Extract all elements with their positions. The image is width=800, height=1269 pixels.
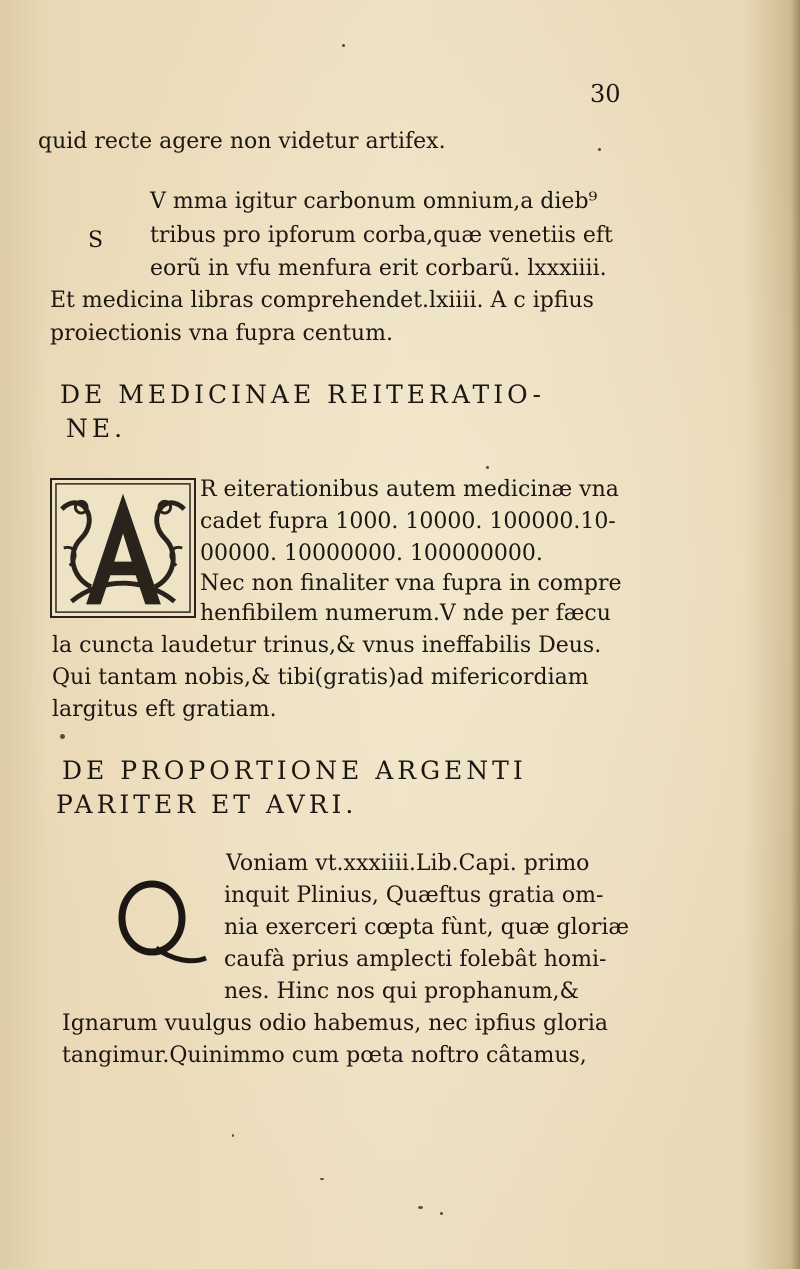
page-number: 30	[590, 80, 621, 108]
text-line: Voniam vt.xxxiiii.Lib.Capi. primo	[226, 851, 590, 876]
text-line: henfibilem numerum.V nde per fæcu	[200, 601, 611, 626]
text-line: la cuncta laudetur trinus,& vnus ineffabilis Deus.	[52, 633, 602, 658]
ornamental-letter-a-icon	[52, 480, 194, 616]
section-heading: PARITER ET AVRI.	[56, 790, 358, 819]
letter-q-icon	[112, 878, 208, 970]
text-line: Qui tantam nobis,& tibi(gratis)ad mifericordiam	[52, 665, 589, 690]
section-heading: NE.	[66, 414, 127, 443]
paper-speck	[418, 1206, 423, 1209]
text-line: quid recte agere non videtur artifex.	[38, 129, 446, 154]
text-line: caufà prius amplecti folebât homi-	[224, 947, 607, 972]
text-line: eorũ in vfu menfura erit corbarũ. lxxxiiii.	[150, 256, 607, 281]
text-line: R eiterationibus autem medicinæ vna	[200, 477, 619, 502]
text-line: cadet fupra 1000. 10000. 100000.10-	[200, 509, 616, 534]
text-line: Et medicina libras comprehendet.lxiiii. A c ipfius	[50, 288, 594, 313]
paper-speck	[440, 1212, 443, 1215]
paper-speck	[342, 44, 345, 47]
text-line: 00000. 10000000. 100000000.	[200, 541, 543, 566]
text-line: V mma igitur carbonum omnium,a dieb⁹	[150, 189, 598, 214]
page-edge-shadow	[790, 0, 800, 1269]
text-line: inquit Plinius, Quæftus gratia om-	[224, 883, 604, 908]
text-line: Ignarum vuulgus odio habemus, nec ipfius gloria	[62, 1011, 609, 1036]
text-line: proiectionis vna fupra centum.	[50, 321, 393, 346]
text-line: Nec non finaliter vna fupra in compre	[200, 571, 622, 596]
section-heading: DE PROPORTIONE ARGENTI	[62, 756, 527, 785]
text-line: nia exerceri cœpta fùnt, quæ gloriæ	[224, 915, 630, 940]
paper-speck	[232, 1134, 234, 1137]
paper-speck	[598, 148, 601, 151]
text-line: tribus pro ipforum corba,quæ venetiis eft	[150, 223, 613, 248]
paper-speck	[60, 734, 65, 739]
paper-speck	[320, 1178, 324, 1180]
paper-speck	[486, 466, 489, 469]
text-line: nes. Hinc nos qui prophanum,&	[224, 979, 580, 1004]
text-line: largitus eft gratiam.	[52, 697, 277, 722]
initial-q-icon	[112, 878, 208, 970]
section-heading: DE MEDICINAE REITERATIO-	[60, 380, 545, 409]
marginal-initial: S	[88, 228, 104, 253]
text-line: tangimur.Quinimmo cum pœta noftro câtamus,	[62, 1043, 587, 1068]
decorated-initial-icon	[50, 478, 196, 618]
